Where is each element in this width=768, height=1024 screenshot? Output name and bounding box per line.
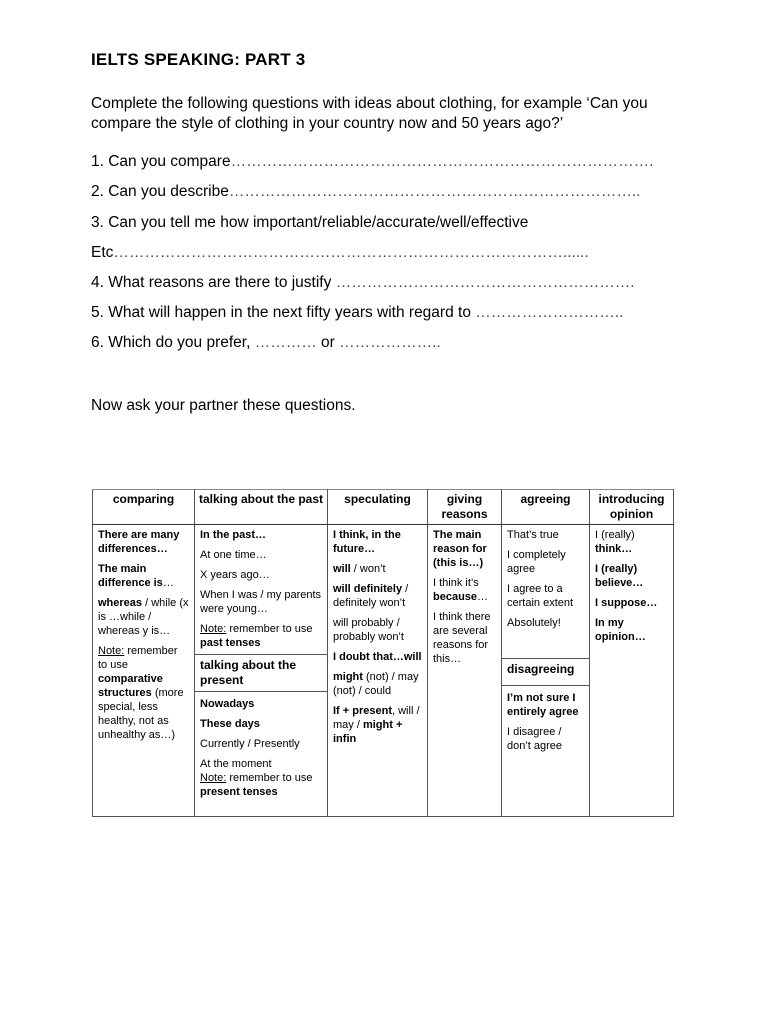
question-6-or: or [321,334,335,351]
question-2 [91,183,640,201]
past-cell [195,525,328,817]
intro-paragraph: Complete the following questions with ideas about clothing, for example ‘Can you compare the style of clothing in your country now and 50 years ago?’ [91,95,648,132]
header-agreeing: agreeing [502,490,590,525]
header-opinion: introducing opinion [590,490,674,525]
comparing-phrase: There are many differences… [98,529,180,555]
past-phrase: X years ago… [200,569,270,581]
past-note: Note: remember to use past tenses [200,623,313,649]
phrases-table [92,489,674,817]
present-note: Note: remember to use present tenses [200,772,313,798]
header-comparing: comparing [93,490,195,525]
comparing-cell [93,525,195,817]
present-phrase: At the moment [200,758,272,770]
speculating-phrase: will probably / probably won’t [333,617,404,643]
header-reasons: giving reasons [428,490,502,525]
speculating-phrase: I doubt that…will [333,651,422,663]
question-3-blank: ……………………………………………………………………………...... [113,244,589,261]
question-6-blank-1: ………… [254,334,317,351]
opinion-phrase: I suppose… [595,597,658,609]
table-body-row [93,525,674,817]
comparing-note: Note: remember to use comparative structures (more special, less healthy, not as unhealthy as…) [98,645,184,741]
question-1-blank: ………………………………………………………………………. [230,153,654,170]
question-5 [91,304,623,322]
disagreeing-phrase: I disagree / don’t agree [507,726,563,752]
past-phrase: In the past… [200,529,267,541]
past-phrase: At one time… [200,549,267,561]
question-4-blank: …………………………………………………. [335,274,635,291]
opinion-phrase: In my opinion… [595,617,646,643]
speculating-phrase: If + present, will / may / might + infin [333,705,420,745]
past-phrase: When I was / my parents were young… [200,589,322,615]
opinion-cell [590,525,674,817]
agreeing-phrase: I agree to a certain extent [507,583,574,609]
disagreeing-subheader: disagreeing [502,658,589,686]
outro-instruction: Now ask your partner these questions. [91,397,356,414]
agreeing-phrase: That’s true [507,529,559,541]
present-phrase: These days [200,718,260,730]
reasons-phrase: I think it’s because… [433,577,489,603]
question-2-blank: …………………………………………………………………….. [228,183,641,200]
question-5-blank: ……………………….. [475,304,624,321]
question-3 [91,214,528,232]
reasons-phrase: I think there are several reasons for this… [433,611,491,665]
question-4 [91,274,635,292]
present-phrase: Nowadays [200,698,255,710]
disagreeing-phrase: I’m not sure I entirely agree [507,692,579,718]
speculating-phrase: will / won’t [333,563,386,575]
question-6-text: 6. Which do you prefer, [91,334,251,351]
agreeing-phrase: I completely agree [507,549,566,575]
table-header-row [93,490,674,525]
question-1-text: 1. Can you compare [91,153,231,170]
question-6-blank-2: ……………….. [339,334,441,351]
reasons-cell [428,525,502,817]
header-past: talking about the past [195,490,328,525]
agreeing-cell [502,525,590,817]
speculating-phrase: might (not) / may (not) / could [333,671,419,697]
opinion-phrase: I (really) believe… [595,563,644,589]
present-subheader: talking about the present [195,654,327,692]
header-speculating: speculating [328,490,428,525]
speculating-cell [328,525,428,817]
agreeing-phrase: Absolutely! [507,617,561,629]
comparing-phrase: whereas / while (x is …while / whereas y is… [98,597,189,637]
question-1 [91,153,653,171]
question-3-continued [91,244,589,262]
question-6 [91,334,441,352]
speculating-phrase: I think, in the future… [333,529,401,555]
question-5-text: 5. What will happen in the next fifty years with regard to [91,304,471,321]
comparing-phrase: The main difference is… [98,563,174,589]
opinion-phrase: I (really) think… [595,529,635,555]
question-3-text: 3. Can you tell me how important/reliable/accurate/well/effective [91,214,529,231]
question-4-text: 4. What reasons are there to justify [91,274,332,291]
question-2-text: 2. Can you describe [91,183,229,200]
speculating-phrase: will definitely / definitely won’t [333,583,409,609]
page-title: IELTS SPEAKING: PART 3 [91,50,306,69]
question-3-etc: Etc [91,244,114,261]
present-phrase: Currently / Presently [200,738,300,750]
reasons-phrase: The main reason for (this is…) [433,529,487,569]
